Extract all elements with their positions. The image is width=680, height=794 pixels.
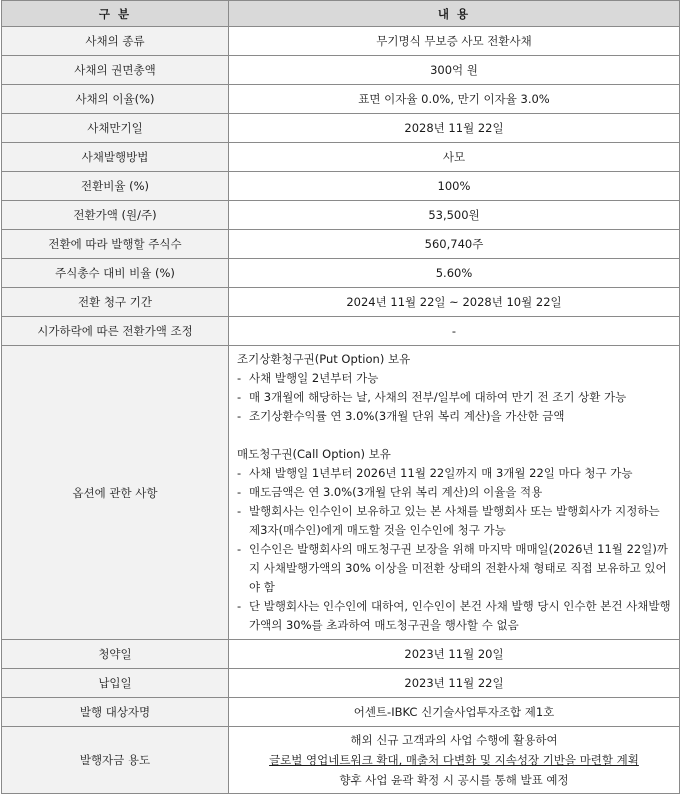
row-label: 발행 대상자명 [2, 698, 229, 727]
row-value: 2028년 11월 22일 [229, 114, 680, 143]
funds-label: 발행자금 용도 [2, 727, 229, 794]
funds-row [2, 727, 680, 794]
row-label: 납입일 [2, 669, 229, 698]
table-row [2, 698, 680, 727]
call-option-item: - 사채 발행일 1년부터 2026년 11월 22일까지 매 3개월 22일 마다 청구 가능 [237, 466, 633, 480]
row-label: 주식총수 대비 비율 (%) [2, 259, 229, 288]
put-option-item: - 사채 발행일 2년부터 가능 [237, 371, 379, 385]
call-option-block [237, 445, 671, 635]
row-label: 사채의 이율(%) [2, 85, 229, 114]
funds-line: 향후 사업 윤곽 확정 시 공시를 통해 발표 예정 [339, 773, 569, 787]
table-header-row [2, 1, 680, 27]
options-content [229, 346, 680, 640]
call-option-item: - 인수인은 발행회사의 매도청구권 보장을 위해 마지막 매매일(2026년 11월 22일)까지 사채발행가액의 30% 이상을 미전환 상태의 전환사채 형태로 직접 보유하고 있어야 함 [237, 542, 668, 594]
row-value: 어센트-IBKC 신기술사업투자조합 제1호 [229, 698, 680, 727]
options-row [2, 346, 680, 640]
row-value: 표면 이자율 0.0%, 만기 이자율 3.0% [229, 85, 680, 114]
table-row [2, 85, 680, 114]
table-row [2, 172, 680, 201]
row-value: 300억 원 [229, 56, 680, 85]
row-value: - [229, 317, 680, 346]
table-row [2, 640, 680, 669]
table-row [2, 259, 680, 288]
row-label: 전환비율 (%) [2, 172, 229, 201]
row-value: 100% [229, 172, 680, 201]
table-row [2, 114, 680, 143]
table-row [2, 56, 680, 85]
row-value: 2023년 11월 20일 [229, 640, 680, 669]
row-value: 사모 [229, 143, 680, 172]
funds-line: 해외 신규 고객과의 사업 수행에 활용하여 [350, 733, 558, 747]
table-row [2, 201, 680, 230]
table-row [2, 27, 680, 56]
row-label: 전환가액 (원/주) [2, 201, 229, 230]
table-row [2, 230, 680, 259]
row-value: 5.60% [229, 259, 680, 288]
table-row [2, 669, 680, 698]
table-row [2, 288, 680, 317]
funds-line-underlined: 글로벌 영업네트워크 확대, 매출처 다변화 및 지속성장 기반을 마련할 계획 [269, 753, 639, 767]
row-label: 전환 청구 기간 [2, 288, 229, 317]
call-option-item: - 매도금액은 연 3.0%(3개월 단위 복리 계산)의 이율을 적용 [237, 485, 543, 499]
put-option-block [237, 350, 671, 426]
put-option-item: - 매 3개월에 해당하는 날, 사채의 전부/일부에 대하여 만기 전 조기 상환 가능 [237, 390, 627, 404]
row-label: 사채발행방법 [2, 143, 229, 172]
row-value: 2024년 11월 22일 ~ 2028년 10월 22일 [229, 288, 680, 317]
call-option-item: - 발행회사는 인수인이 보유하고 있는 본 사채를 발행회사 또는 발행회사가 지정하는 제3자(매수인)에게 매도할 것을 인수인에 청구 가능 [237, 504, 660, 537]
put-option-title: 조기상환청구권(Put Option) 보유 [237, 352, 411, 366]
row-label: 시가하락에 따른 전환가액 조정 [2, 317, 229, 346]
row-label: 청약일 [2, 640, 229, 669]
row-value: 53,500원 [229, 201, 680, 230]
row-label: 사채의 권면총액 [2, 56, 229, 85]
bond-terms-table [1, 0, 680, 794]
row-label: 사채만기일 [2, 114, 229, 143]
row-value: 무기명식 무보증 사모 전환사채 [229, 27, 680, 56]
options-label: 옵션에 관한 사항 [2, 346, 229, 640]
header-category: 구 분 [2, 1, 229, 27]
call-option-item: - 단 발행회사는 인수인에 대하여, 인수인이 본건 사채 발행 당시 인수한 본건 사채발행가액의 30%를 초과하여 매도청구권을 행사할 수 없음 [237, 599, 671, 632]
row-label: 전환에 따라 발행할 주식수 [2, 230, 229, 259]
funds-content [229, 727, 680, 794]
call-option-title: 매도청구권(Call Option) 보유 [237, 447, 391, 461]
header-content: 내 용 [229, 1, 680, 27]
table-row [2, 317, 680, 346]
row-value: 560,740주 [229, 230, 680, 259]
table-row [2, 143, 680, 172]
put-option-item: - 조기상환수익률 연 3.0%(3개월 단위 복리 계산)을 가산한 금액 [237, 409, 565, 423]
row-value: 2023년 11월 22일 [229, 669, 680, 698]
row-label: 사채의 종류 [2, 27, 229, 56]
